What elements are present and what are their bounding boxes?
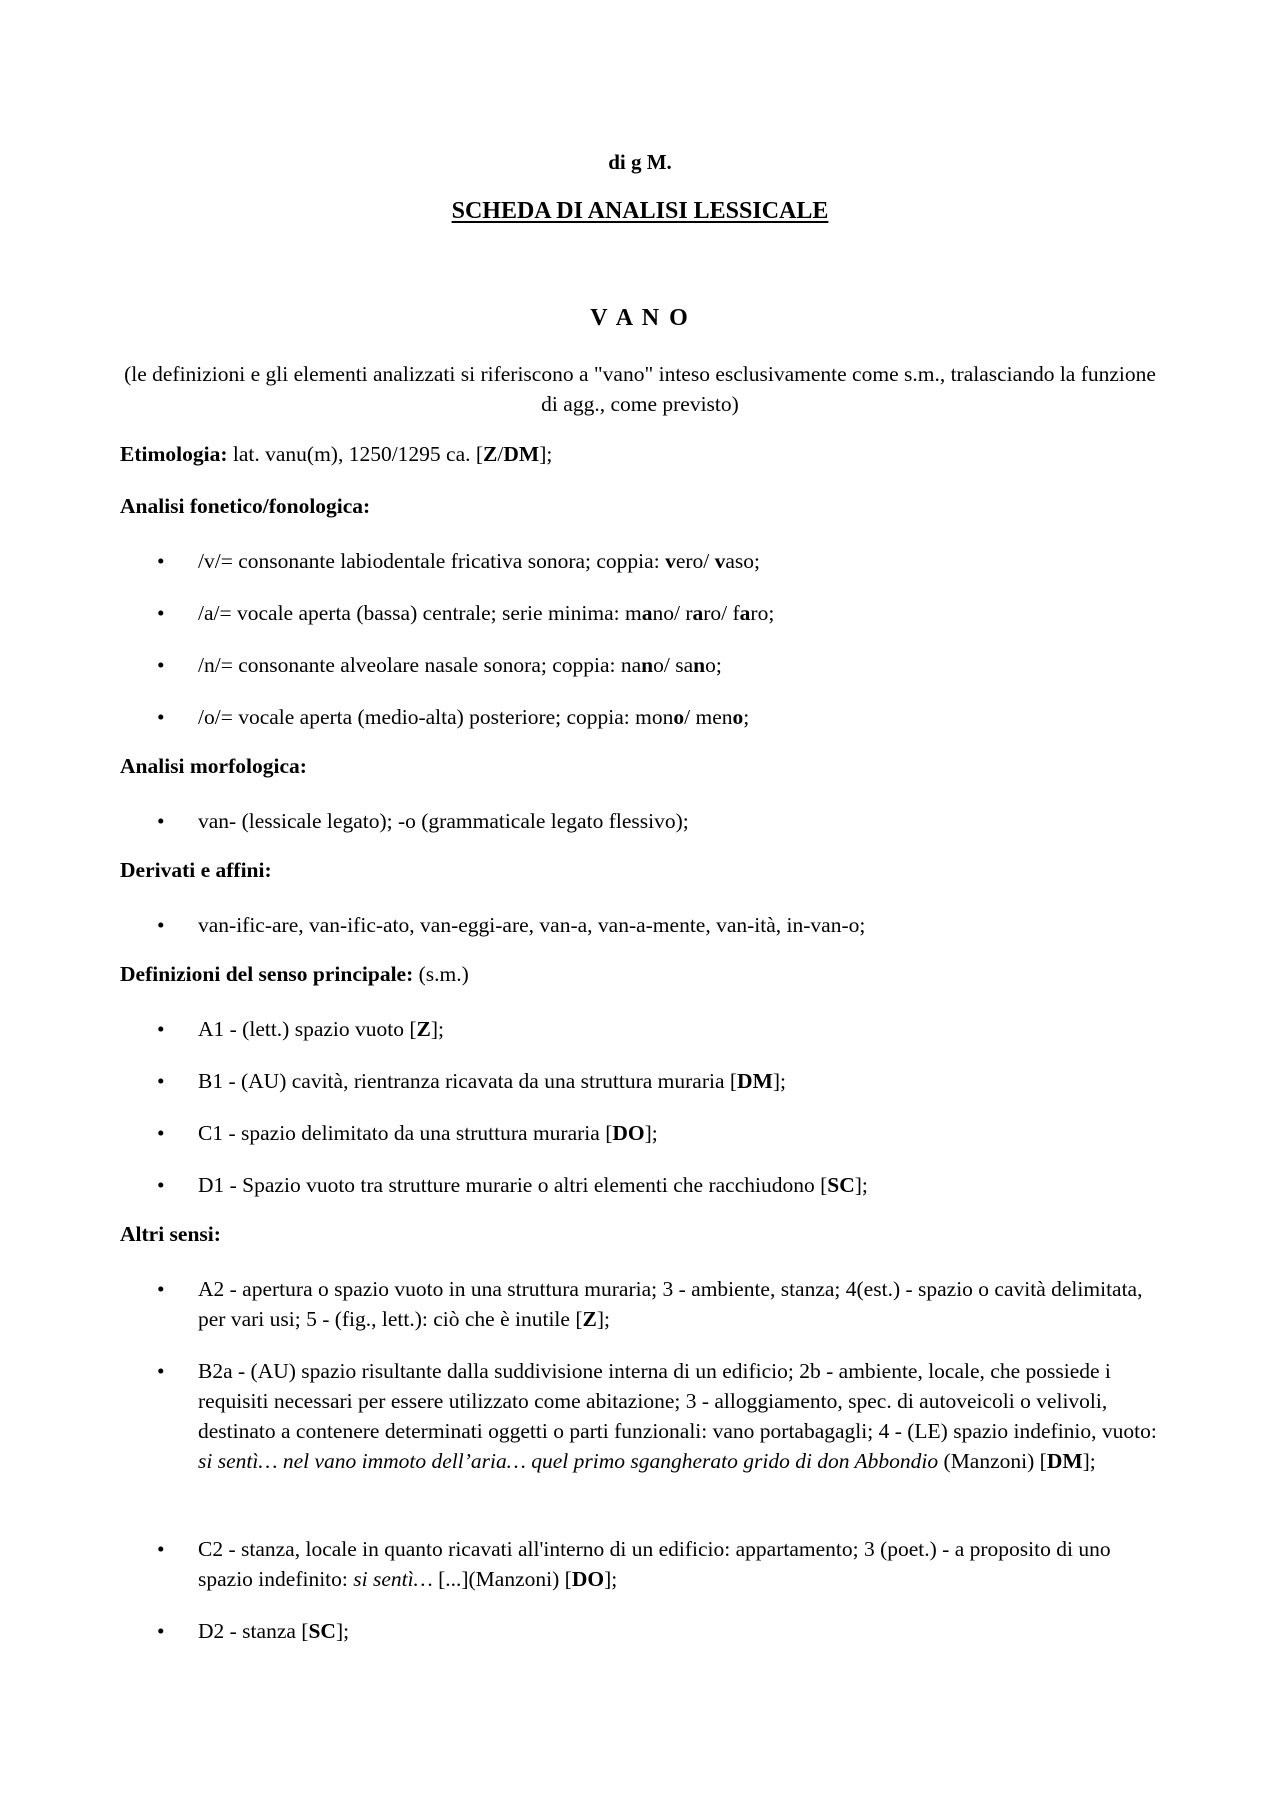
- author-line: di g M.: [608, 150, 672, 174]
- list-item: /n/= consonante alveolare nasale sonora; coppia: nano/ sano;: [198, 653, 722, 677]
- list-item: C2 - stanza, locale in quanto ricavati all'interno di un edificio: appartamento; 3 (poet.) - a proposito di uno spazio indefinito: si sentì… [...](Manzoni) [DO];: [198, 1537, 1111, 1591]
- scope-note: (le definizioni e gli elementi analizzati si riferiscono a "vano" inteso esclusivamente come s.m., tralasciando la funzione di agg., come previsto): [124, 362, 1156, 416]
- bullet-icon: •: [157, 705, 165, 729]
- list-item: B2a - (AU) spazio risultante dalla suddivisione interna di un edificio; 2b - ambiente, locale, che possiede i requisiti necessari per essere utilizzato come abitazione; 3 - alloggiamento, spec. di autoveicoli o velivoli, destinato a contenere determinati oggetti o parti funzionali: vano portabagagli; 4 - (LE) spazio indefinio, vuoto: si sentì… nel vano immoto dell’aria… quel primo sgangherato grido di don Abbondio (Manzoni) [DM];: [198, 1359, 1157, 1473]
- list-item: /v/= consonante labiodentale fricativa sonora; coppia: vero/ vaso;: [198, 549, 761, 573]
- section-heading: Analisi morfologica:: [120, 754, 307, 778]
- bullet-icon: •: [157, 1537, 165, 1561]
- list-item: van-ific-are, van-ific-ato, van-eggi-are, van-a, van-a-mente, van-ità, in-van-o;: [198, 913, 866, 937]
- list-item: /a/= vocale aperta (bassa) centrale; serie minima: mano/ raro/ faro;: [198, 601, 775, 625]
- bullet-icon: •: [157, 1069, 165, 1093]
- section-heading: Definizioni del senso principale: (s.m.): [120, 962, 469, 986]
- quote-text: si sentì… nel vano immoto dell’aria… quel primo sgangherato grido di don Abbondio: [198, 1449, 939, 1473]
- bullet-icon: •: [157, 913, 165, 937]
- bullet-icon: •: [157, 1359, 165, 1383]
- list-item: A1 - (lett.) spazio vuoto [Z];: [198, 1017, 445, 1041]
- list-item: B1 - (AU) cavità, rientranza ricavata da una struttura muraria [DM];: [198, 1069, 787, 1093]
- document-title: SCHEDA DI ANALISI LESSICALE: [451, 198, 829, 224]
- etimologia-label: Etimologia:: [120, 442, 228, 466]
- list-item: C1 - spazio delimitato da una struttura muraria [DO];: [198, 1121, 658, 1145]
- list-item: D2 - stanza [SC];: [198, 1619, 350, 1643]
- bullet-icon: •: [157, 1277, 165, 1301]
- source-tag: Z: [483, 442, 498, 466]
- bullet-icon: •: [157, 1173, 165, 1197]
- section-heading: Derivati e affini:: [120, 858, 272, 882]
- bullet-icon: •: [157, 809, 165, 833]
- list-item: van- (lessicale legato); -o (grammaticale legato flessivo);: [198, 809, 689, 833]
- bullet-icon: •: [157, 1121, 165, 1145]
- list-item: D1 - Spazio vuoto tra strutture murarie o altri elementi che racchiudono [SC];: [198, 1173, 868, 1197]
- list-item: /o/= vocale aperta (medio-alta) posteriore; coppia: mono/ meno;: [198, 705, 750, 729]
- bullet-icon: •: [157, 601, 165, 625]
- source-tag: DM: [503, 442, 540, 466]
- bullet-icon: •: [157, 549, 165, 573]
- quote-text: si sentì…: [353, 1567, 433, 1591]
- list-item: A2 - apertura o spazio vuoto in una struttura muraria; 3 - ambiente, stanza; 4(est.) - spazio o cavità delimitata, per vari usi; 5 - (fig., lett.): ciò che è inutile [Z];: [198, 1277, 1143, 1331]
- etimologia-line: Etimologia: lat. vanu(m), 1250/1295 ca. [Z/DM];: [120, 442, 553, 466]
- headword: V A N O: [590, 305, 690, 331]
- bullet-icon: •: [157, 1017, 165, 1041]
- section-heading: Altri sensi:: [120, 1222, 221, 1246]
- section-heading: Analisi fonetico/fonologica:: [120, 494, 371, 518]
- bullet-icon: •: [157, 1619, 165, 1643]
- bullet-icon: •: [157, 653, 165, 677]
